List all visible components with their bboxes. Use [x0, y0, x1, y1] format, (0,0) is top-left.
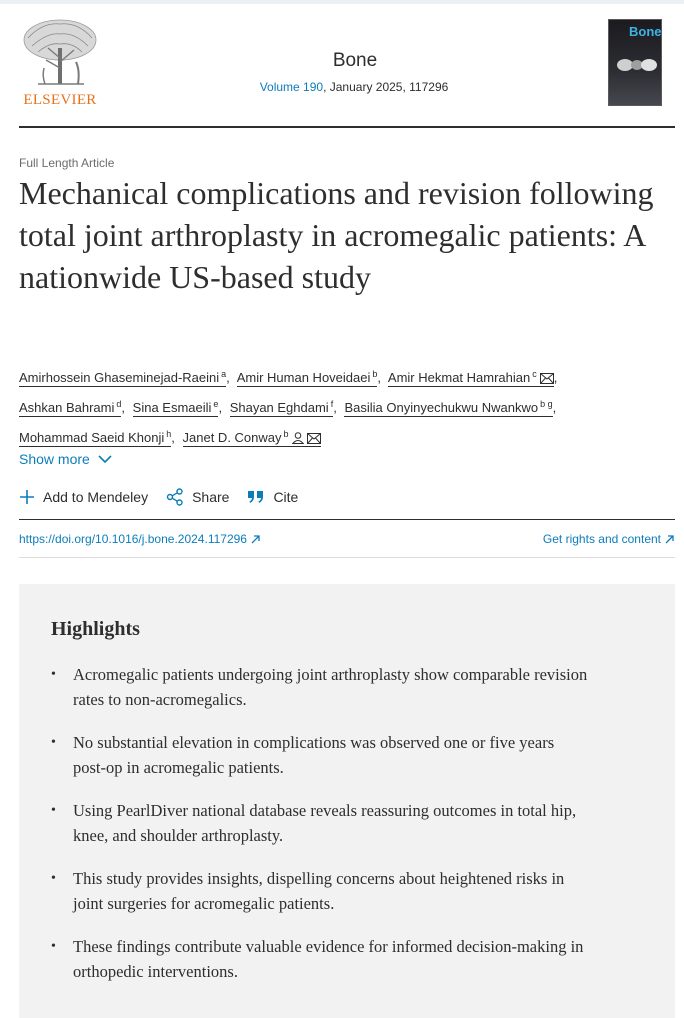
chevron-down-icon	[98, 455, 112, 464]
highlight-item: • Using PearlDiver national database reveals reassuring outcomes in total hip, knee, and shoulder arthroplasty.	[51, 798, 591, 848]
show-more-label: Show more	[19, 451, 90, 467]
person-icon	[292, 432, 304, 444]
cover-title: Bone	[629, 24, 662, 39]
doi-divider	[19, 557, 675, 558]
external-arrow-icon	[665, 535, 674, 544]
doi-text: https://doi.org/10.1016/j.bone.2024.117296	[19, 532, 247, 546]
doi-link[interactable]	[19, 532, 260, 546]
author-link[interactable]: Mohammad Saeid Khonji $^h$	[19, 429, 172, 445]
journal-header	[0, 0, 684, 128]
envelope-icon	[540, 373, 554, 384]
volume-link[interactable]: Volume 190	[259, 80, 324, 94]
cite-label: Cite	[273, 489, 299, 505]
share-icon	[166, 488, 184, 506]
author-link[interactable]: Sina Esmaeili $^e$	[132, 399, 219, 415]
author-link[interactable]: Basilia Onyinyechukwu Nwankwo $^{b g}$	[344, 399, 553, 415]
author-link[interactable]: Amir Human Hoveidaei $^b$	[236, 369, 378, 385]
cover-art-icon	[615, 56, 659, 74]
cite-button[interactable]	[247, 489, 298, 505]
highlight-item: • No substantial elevation in complications was observed one or five years post-op in acromegalic patients.	[51, 730, 591, 780]
article-actions	[19, 488, 316, 506]
journal-cover-thumbnail[interactable]	[608, 19, 662, 106]
article-type: Full Length Article	[19, 156, 115, 170]
journal-issue-info	[0, 80, 684, 94]
author-link[interactable]: Amirhossein Ghaseminejad-Raeini $^a$	[19, 369, 227, 385]
highlight-item: • Acromegalic patients undergoing joint arthroplasty show comparable revision rates to non-acromegalics.	[51, 662, 591, 712]
highlight-item: • These findings contribute valuable evidence for informed decision-making in orthopedic interventions.	[51, 934, 591, 984]
rights-text: Get rights and content	[542, 532, 661, 546]
quote-icon	[247, 490, 265, 504]
author-list: Amirhossein Ghaseminejad-Raeini $^a$, Amir Human Hoveidaei $^b$, Amir Hekmat Hamrahian $^c$ , Ashkan Bahrami $^d$, Sina Esmaeili $^e$, Shayan Eghdami $^f$, Basilia Onyinyechukwu Nwankwo $^{b g}$, Mohammad Saeid Khonji $^h$, Janet D. Conway $^b$	[19, 369, 558, 445]
issue-date: , January 2025, 117296	[323, 80, 449, 94]
envelope-icon	[307, 433, 321, 444]
journal-name[interactable]: Bone	[332, 50, 378, 71]
elsevier-wordmark: ELSEVIER	[23, 92, 97, 108]
show-more-button[interactable]	[19, 451, 112, 467]
actions-divider	[19, 519, 675, 520]
header-divider	[19, 126, 675, 128]
share-button[interactable]	[166, 488, 229, 506]
highlights-heading: Highlights	[51, 618, 140, 640]
add-to-mendeley-button[interactable]	[19, 489, 148, 505]
author-link[interactable]: Ashkan Bahrami $^d$	[19, 399, 122, 415]
author-link[interactable]: Amir Hekmat Hamrahian $^c$	[388, 370, 554, 387]
article-title: Mechanical complications and revision following total joint arthroplasty in acromegalic patients: A nationwide US-based study	[19, 175, 654, 295]
highlights-list	[51, 662, 591, 1002]
author-link[interactable]: Janet D. Conway $^b$	[183, 430, 321, 447]
highlight-item: • This study provides insights, dispelling concerns about heightened risks in joint surgeries for acromegalic patients.	[51, 866, 591, 916]
get-rights-link[interactable]	[543, 532, 674, 546]
external-arrow-icon	[251, 535, 260, 544]
mendeley-label: Add to Mendeley	[43, 489, 149, 505]
author-link[interactable]: Shayan Eghdami $^f$	[229, 399, 334, 415]
share-label: Share	[192, 489, 230, 505]
plus-icon	[19, 489, 35, 505]
highlights-panel	[19, 584, 675, 1018]
